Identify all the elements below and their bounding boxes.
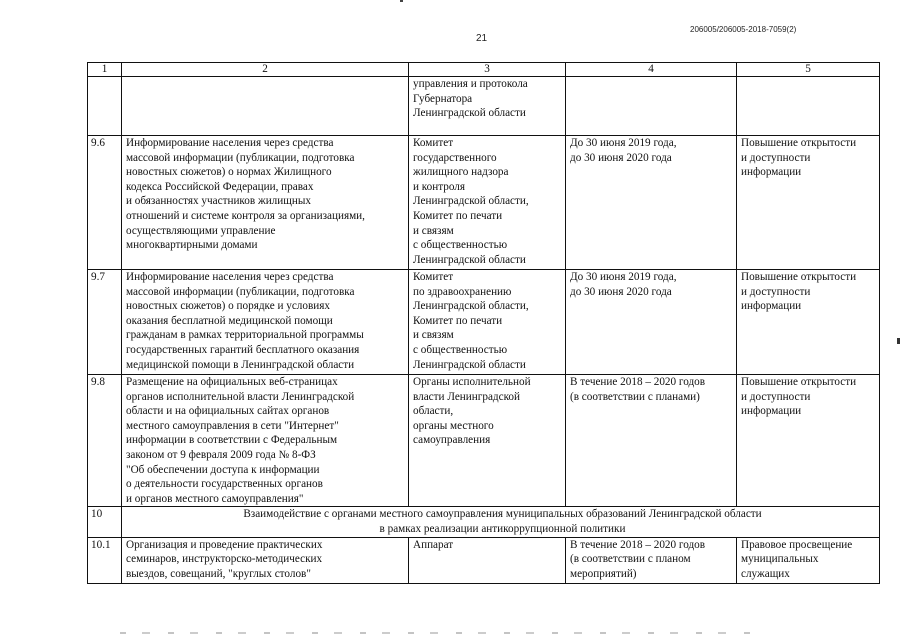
row-deadline: В течение 2018 – 2020 годов (в соответствии с планом мероприятий) <box>566 537 737 583</box>
row-executor: Органы исполнительной власти Ленинградской области, органы местного самоуправления <box>409 375 566 507</box>
row-result: Повышение открытости и доступности информации <box>737 270 880 375</box>
row-result: Правовое просвещение муниципальных служащих <box>737 537 880 583</box>
measures-table <box>87 62 880 584</box>
column-header-3: 3 <box>409 63 566 77</box>
column-header-5: 5 <box>737 63 880 77</box>
table-row-9-7 <box>88 270 880 375</box>
row-description: Информирование населения через средства массовой информации (публикации, подготовка новостных сюжетов) о порядке и условиях оказания бесплатной медицинской помощи гражданам в рамках территориальной программы государственных гарантий бесплатного оказания медицинской помощи в Ленинградской области <box>122 270 409 375</box>
row-description: Организация и проведение практических семинаров, инструкторско-методических выездов, совещаний, "круглых столов" <box>122 537 409 583</box>
row-deadline: До 30 июня 2019 года, до 30 июня 2020 года <box>566 270 737 375</box>
column-header-2: 2 <box>122 63 409 77</box>
table-header-row <box>88 63 880 77</box>
table-row-continuation <box>88 77 880 136</box>
row-number: 9.6 <box>88 136 122 270</box>
row-description: Размещение на официальных веб-страницах органов исполнительной власти Ленинградской области и на официальных сайтах органов местного самоуправления в сети "Интернет" информации в соответствии с Федеральным законом от 9 февраля 2009 года № 8-ФЗ "Об обеспечении доступа к информации о деятельности государственных органов и органов местного самоуправления" <box>122 375 409 507</box>
row-number: 10.1 <box>88 537 122 583</box>
row-executor: управления и протокола Губернатора Ленинградской области <box>409 77 566 136</box>
row-deadline <box>566 77 737 136</box>
section-number: 10 <box>88 507 122 537</box>
row-deadline: В течение 2018 – 2020 годов (в соответствии с планами) <box>566 375 737 507</box>
column-header-4: 4 <box>566 63 737 77</box>
measures-table-container <box>87 62 879 584</box>
table-row-10-1 <box>88 537 880 583</box>
row-result: Повышение открытости и доступности информации <box>737 375 880 507</box>
row-description <box>122 77 409 136</box>
table-row-9-8 <box>88 375 880 507</box>
row-number: 9.8 <box>88 375 122 507</box>
document-id: 206005/206005-2018-7059(2) <box>690 25 797 34</box>
page-number: 21 <box>476 33 488 44</box>
row-executor: Комитет государственного жилищного надзора и контроля Ленинградской области, Комитет по печати и связям с общественностью Ленинградской области <box>409 136 566 270</box>
row-number: 9.7 <box>88 270 122 375</box>
table-section-row-10 <box>88 507 880 537</box>
row-executor: Комитет по здравоохранению Ленинградской области, Комитет по печати и связям с общественностью Ленинградской области <box>409 270 566 375</box>
section-title: Взаимодействие с органами местного самоуправления муниципальных образований Ленинградской области в рамках реализации антикоррупционной политики <box>122 507 880 537</box>
row-number <box>88 77 122 136</box>
table-row-9-6 <box>88 136 880 270</box>
scan-noise <box>120 632 760 634</box>
scan-mark <box>400 0 403 2</box>
row-description: Информирование населения через средства массовой информации (публикации, подготовка новостных сюжетов) о нормах Жилищного кодекса Российской Федерации, правах и обязанностях участников жилищных отношений и системе контроля за организациями, осуществляющими управление многоквартирными домами <box>122 136 409 270</box>
row-result: Повышение открытости и доступности информации <box>737 136 880 270</box>
column-header-1: 1 <box>88 63 122 77</box>
row-executor: Аппарат <box>409 537 566 583</box>
row-deadline: До 30 июня 2019 года, до 30 июня 2020 года <box>566 136 737 270</box>
row-result <box>737 77 880 136</box>
scan-edge-mark <box>897 338 900 344</box>
